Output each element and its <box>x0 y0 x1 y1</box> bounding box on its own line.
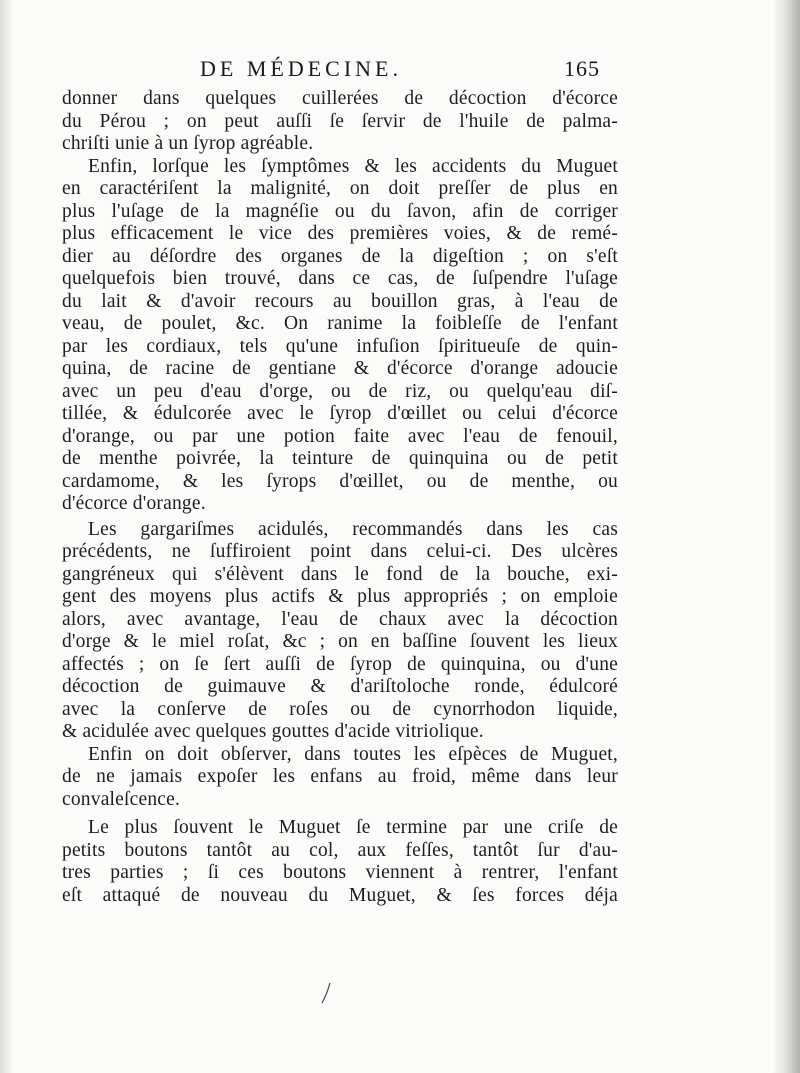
text-line: Enfin on doit obſerver, dans toutes les eſpèces de Muguet, <box>88 743 618 765</box>
page-number: 165 <box>564 56 600 81</box>
text-line: tres parties ; ſi ces boutons viennent à rentrer, l'enfant <box>62 862 618 883</box>
text-line: en caractériſent la malignité, on doit preſſer de plus en <box>62 178 618 199</box>
text-line: convaleſcence. <box>62 788 181 810</box>
text-line: de ne jamais expoſer les enfans au froid, même dans leur <box>62 766 618 787</box>
text-line: veau, de poulet, &c. On ranime la foibleſſe de l'enfant <box>62 313 618 334</box>
running-title: DE MÉDECINE. <box>200 56 402 81</box>
text-line: plus efficacement le vice des premières voies, & de remé- <box>62 223 618 244</box>
text-line: affectés ; on ſe ſert auſſi de ſyrop de quinquina, ou d'une <box>62 653 618 675</box>
text-line: donner dans quelques cuillerées de décoction d'écorce <box>62 88 618 109</box>
text-line: avec la conſerve de roſes ou de cynorrhodon liquide, <box>62 698 618 720</box>
text-line: plus l'uſage de la magnéſie ou du ſavon, afin de corriger <box>62 200 618 222</box>
text-line: eſt attaqué de nouveau du Muguet, & ſes forces déja <box>62 884 618 906</box>
text-line: par les cordiaux, tels qu'une infuſion ſpiritueuſe de quin- <box>62 335 618 357</box>
text-line: petits boutons tantôt au col, aux feſſes, tantôt ſur d'au- <box>62 839 618 861</box>
text-line: quina, de racine de gentiane & d'écorce d'orange adoucie <box>62 358 618 379</box>
text-line: du lait & d'avoir recours au bouillon gras, à l'eau de <box>62 290 618 312</box>
pencil-mark <box>320 982 334 1004</box>
text-line: quelquefois bien trouvé, dans ce cas, de ſuſpendre l'uſage <box>62 268 618 289</box>
page-edge-shadow <box>0 0 14 1073</box>
text-line: d'orange, ou par une potion faite avec l'eau de fenouil, <box>62 425 618 447</box>
text-line: gangréneux qui s'élèvent dans le fond de la bouche, exi- <box>62 563 618 585</box>
text-line: Les gargariſmes acidulés, recommandés dans les cas <box>88 518 618 540</box>
text-line: du Pérou ; on peut auſſi ſe ſervir de l'huile de palma- <box>62 110 618 132</box>
text-line: de menthe poivrée, la teinture de quinquina ou de petit <box>62 448 618 469</box>
text-line: alors, avec avantage, l'eau de chaux avec la décoction <box>62 608 618 630</box>
text-line: avec un peu d'eau d'orge, ou de riz, ou quelqu'eau diſ- <box>62 380 618 402</box>
text-line: Enfin, lorſque les ſymptômes & les accidents du Muguet <box>88 155 618 177</box>
text-line: dier au déſordre des organes de la digeſtion ; on s'eſt <box>62 245 618 267</box>
text-line: chriſti unie à un ſyrop agréable. <box>62 133 314 154</box>
text-line: tillée, & édulcorée avec le ſyrop d'œillet ou celui d'écorce <box>62 403 618 424</box>
text-line: Le plus ſouvent le Muguet ſe termine par une criſe de <box>88 817 618 838</box>
text-line: d'écorce d'orange. <box>62 493 206 514</box>
text-line: précédents, ne ſuffiroient point dans celui-ci. Des ulcères <box>62 541 618 562</box>
text-line: & acidulée avec quelques gouttes d'acide vitriolique. <box>62 721 484 742</box>
body-text <box>62 88 618 907</box>
running-head <box>200 56 600 86</box>
text-line: cardamome, & les ſyrops d'œillet, ou de menthe, ou <box>62 470 618 492</box>
text-line: décoction de guimauve & d'ariſtoloche ronde, édulcoré <box>62 676 618 697</box>
binding-gutter-shadow <box>772 0 800 1073</box>
text-line: d'orge & le miel roſat, &c ; on en baſſine ſouvent les lieux <box>62 631 618 652</box>
text-line: gent des moyens plus actifs & plus appropriés ; on emploie <box>62 586 618 607</box>
